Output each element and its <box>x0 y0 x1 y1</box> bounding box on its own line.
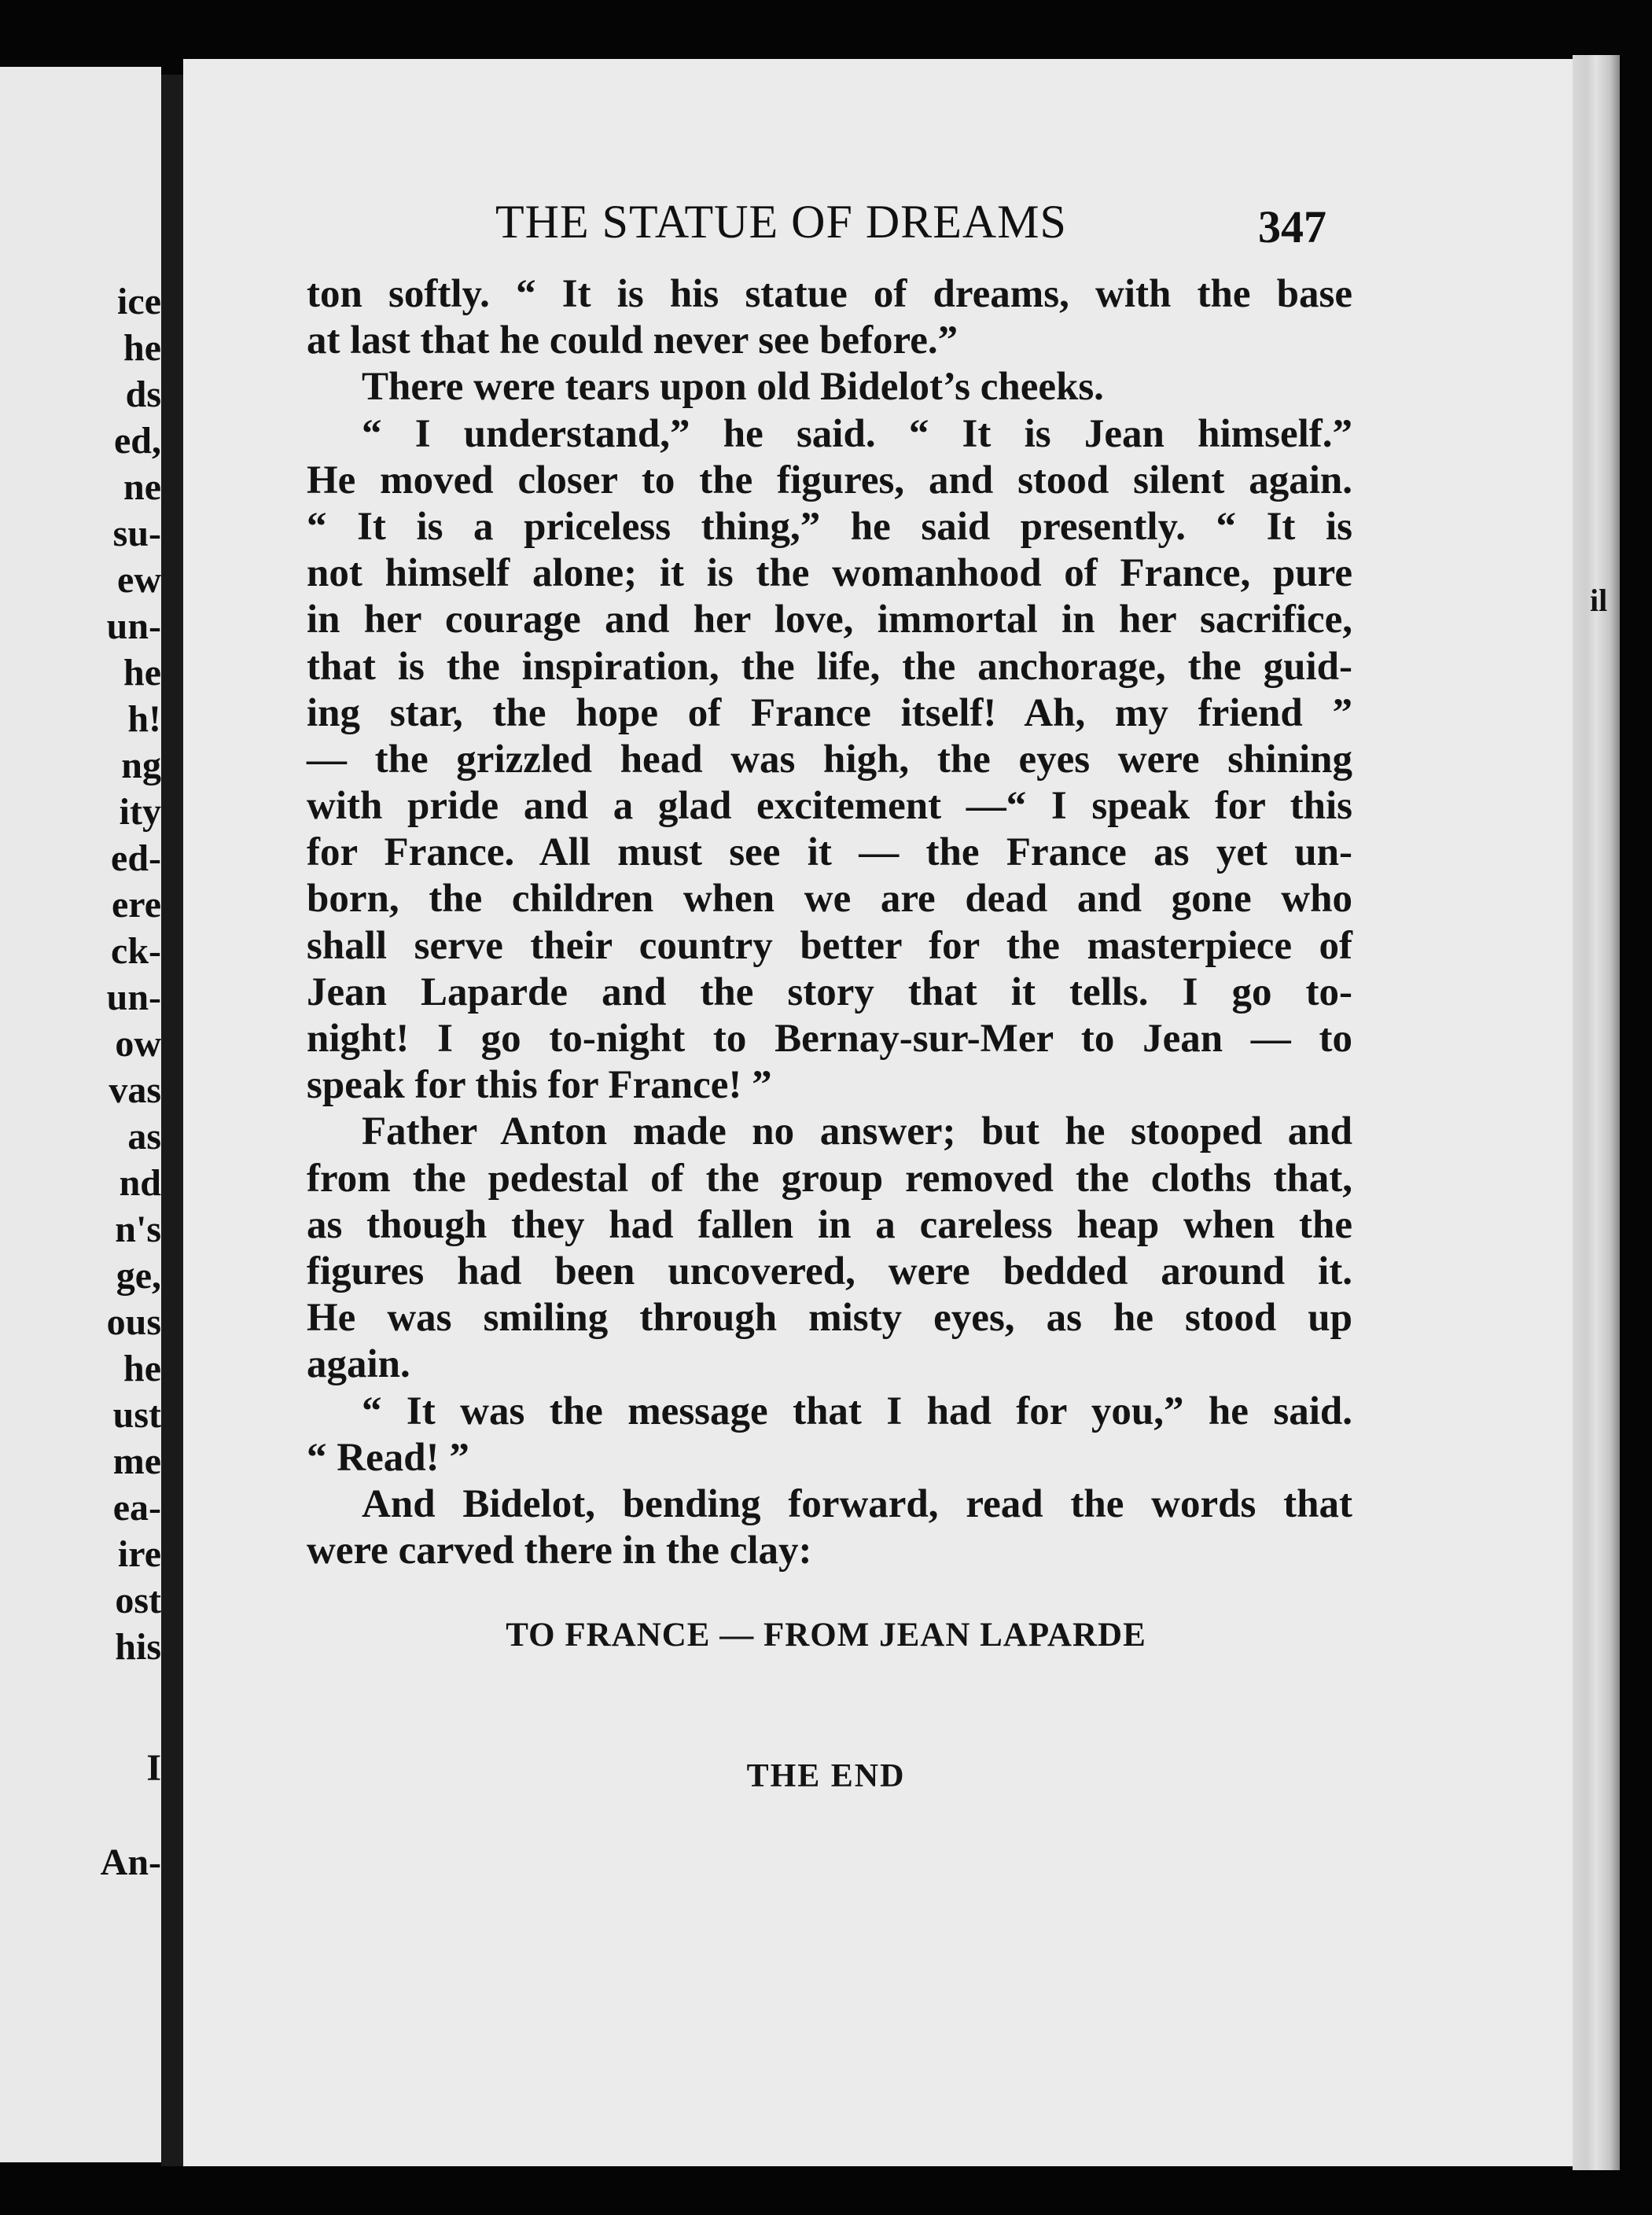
text-line: He moved closer to the figures, and stood silent again. <box>307 458 1352 502</box>
facing-line: ck- <box>111 930 161 972</box>
facing-line: ity <box>119 791 161 833</box>
facing-line: ed- <box>111 837 161 879</box>
text-line: with pride and a glad excitement —“ I speak for this <box>307 784 1352 829</box>
facing-line: as <box>127 1116 161 1157</box>
facing-line: h! <box>127 698 161 740</box>
facing-line: ds <box>125 373 161 415</box>
facing-line: ed, <box>114 420 161 462</box>
facing-line: ost <box>115 1580 161 1621</box>
facing-line: n's <box>115 1209 161 1250</box>
page-edge <box>1573 55 1620 2170</box>
text-line: again. <box>307 1342 410 1387</box>
facing-line: ust <box>112 1394 161 1436</box>
the-end: THE END <box>746 1758 906 1794</box>
facing-line: he <box>123 652 161 694</box>
facing-line: An- <box>100 1842 161 1883</box>
text-line: ing star, the hope of France itself! Ah, my friend ” <box>307 690 1352 735</box>
text-line: “ It was the message that I had for you,” he said. <box>362 1389 1352 1433</box>
facing-line: he <box>123 1348 161 1389</box>
facing-line: I <box>146 1747 161 1789</box>
facing-line: ice <box>117 281 161 322</box>
text-line: born, the children when we are dead and gone who <box>307 877 1352 922</box>
facing-line: ea- <box>112 1487 161 1529</box>
facing-line: ne <box>123 466 161 508</box>
text-line: that is the inspiration, the life, the anchorage, the guid- <box>307 644 1352 689</box>
facing-line: me <box>112 1440 161 1482</box>
facing-line: ere <box>111 884 161 925</box>
text-line: night! I go to-night to Bernay-sur-Mer to Jean — to <box>307 1017 1352 1061</box>
running-title: THE STATUE OF DREAMS <box>495 196 1067 248</box>
text-line: were carved there in the clay: <box>307 1529 812 1573</box>
facing-page <box>0 67 161 2162</box>
facing-line: ire <box>117 1533 161 1575</box>
text-line: He was smiling through misty eyes, as he stood up <box>307 1296 1352 1341</box>
facing-line: ow <box>115 1023 161 1065</box>
text-line: — the grizzled head was high, the eyes were shining <box>307 737 1352 782</box>
facing-line: he <box>123 327 161 369</box>
text-line: Father Anton made no answer; but he stooped and <box>362 1109 1352 1154</box>
text-line: for France. All must see it — the France as yet un- <box>307 830 1352 875</box>
text-line: ton softly. “ It is his statue of dreams, with the base <box>307 272 1352 316</box>
text-line: Jean Laparde and the story that it tells. I go to- <box>307 970 1352 1014</box>
text-line: And Bidelot, bending forward, read the words that <box>362 1481 1352 1526</box>
text-line: “ I understand,” he said. “ It is Jean himself.” <box>362 411 1352 456</box>
body-text <box>307 271 1352 1574</box>
inscription: TO FRANCE — FROM JEAN LAPARDE <box>506 1617 1146 1654</box>
text-line: There were tears upon old Bidelot’s cheeks. <box>362 365 1104 410</box>
text-line: in her courage and her love, immortal in her sacrifice, <box>307 598 1352 642</box>
text-line: as though they had fallen in a careless heap when the <box>307 1202 1352 1247</box>
text-line: from the pedestal of the group removed the cloths that, <box>307 1156 1352 1201</box>
facing-line: un- <box>106 977 161 1018</box>
text-line: at last that he could never see before.” <box>307 318 958 363</box>
page-number: 347 <box>1258 201 1326 252</box>
text-line: “ Read! ” <box>307 1435 469 1480</box>
book-gutter <box>161 75 183 2166</box>
edge-mark: il <box>1590 583 1608 618</box>
text-line: speak for this for France! ” <box>307 1063 772 1108</box>
facing-line: ew <box>117 559 161 601</box>
facing-line: ng <box>121 745 161 786</box>
facing-line: ous <box>106 1301 161 1343</box>
facing-line: nd <box>119 1162 161 1204</box>
facing-line: vas <box>109 1069 161 1111</box>
text-line: “ It is a priceless thing,” he said presently. “ It is <box>307 504 1352 549</box>
text-line: figures had been uncovered, were bedded around it. <box>307 1249 1352 1293</box>
facing-line: his <box>115 1626 161 1668</box>
facing-line: ge, <box>116 1255 161 1297</box>
text-line: not himself alone; it is the womanhood of France, pure <box>307 551 1352 596</box>
text-line: shall serve their country better for the masterpiece of <box>307 923 1352 968</box>
facing-line: un- <box>106 605 161 647</box>
facing-line: su- <box>112 513 161 554</box>
